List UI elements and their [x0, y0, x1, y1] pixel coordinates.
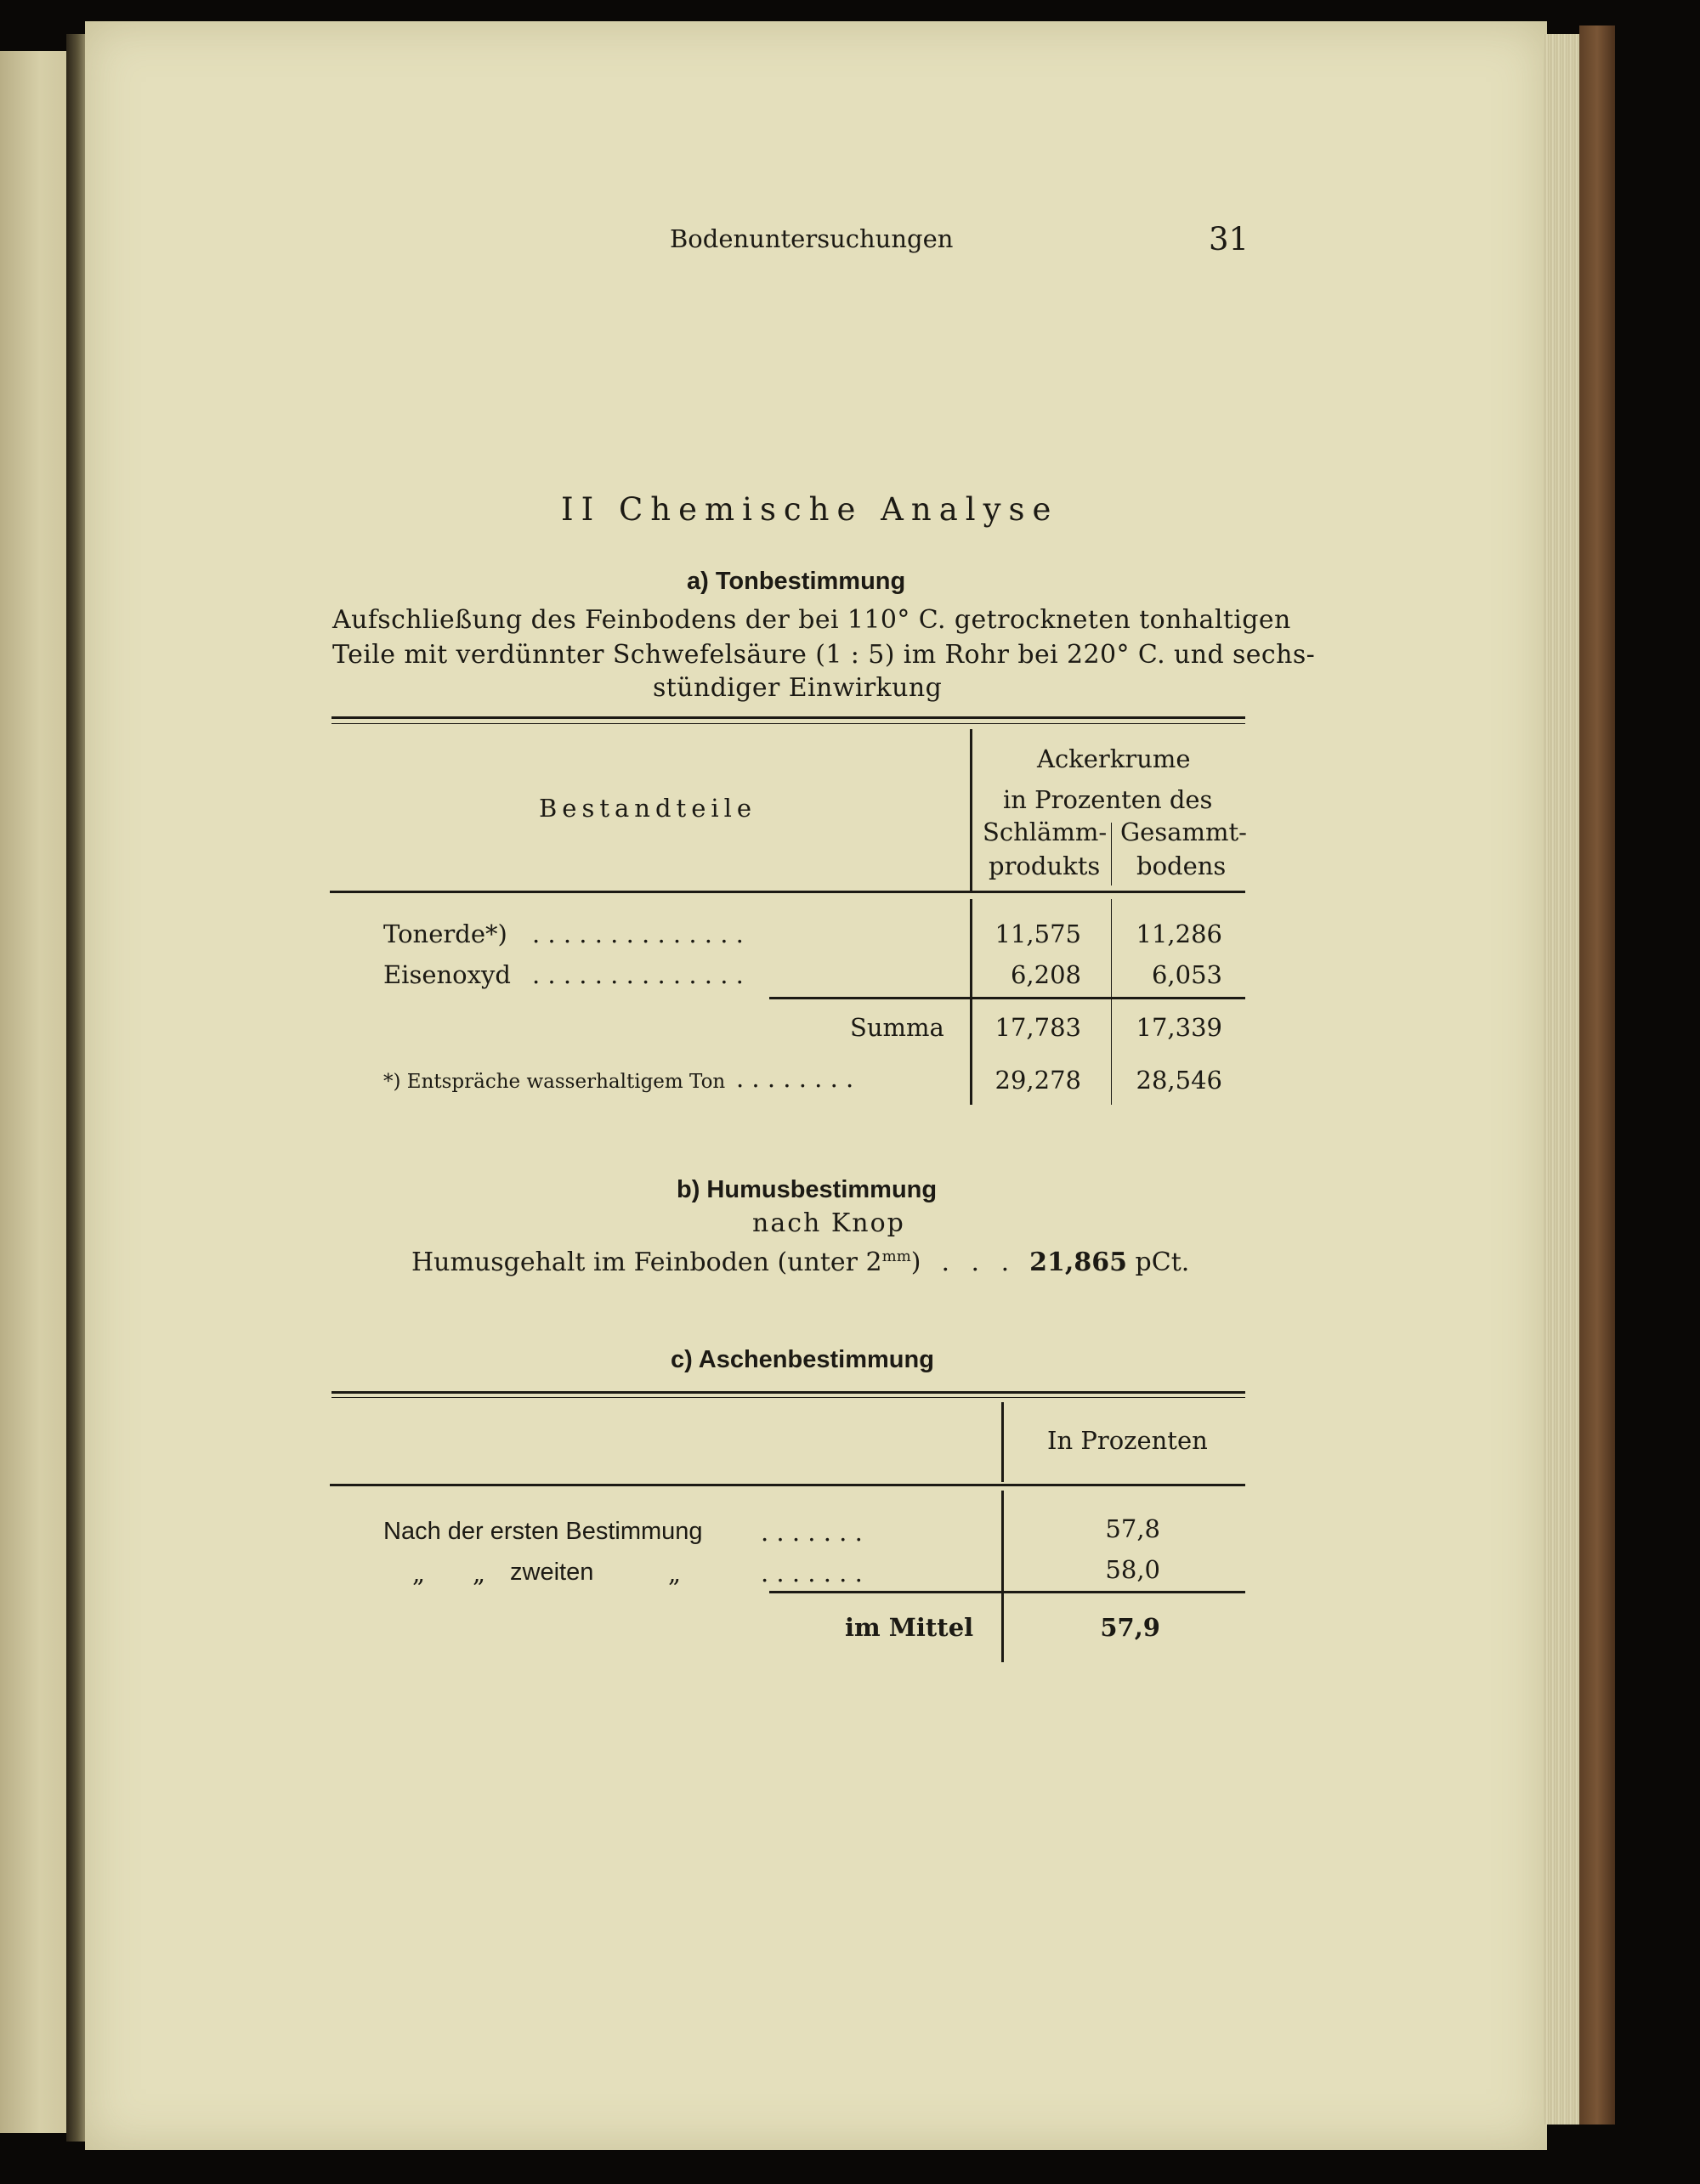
mean-value: 57,9 [1100, 1613, 1160, 1642]
row-label-eisenoxyd: Eisenoxyd [383, 960, 511, 989]
description-line-2: Teile mit verdünnter Schwefelsäure (1 : 5) im Rohr bei 220° C. und sechs- [332, 640, 1316, 670]
table-a-top-rule [332, 716, 1245, 719]
mean-label: im Mittel [845, 1613, 974, 1642]
value-eisenoxyd-gesammt: 6,053 [1151, 960, 1222, 989]
book-cover-edge [1579, 25, 1615, 2125]
table-c-top-rule [332, 1391, 1245, 1394]
running-header: Bodenuntersuchungen [670, 224, 954, 253]
sum-value-gesammt: 17,339 [1136, 1013, 1222, 1042]
sum-rule [769, 997, 1245, 999]
value-eisenoxyd-schlaemm: 6,208 [1010, 960, 1081, 989]
table-a-top-rule-thin [332, 723, 1245, 724]
humus-label: Humusgehalt im Feinboden (unter 2 [411, 1248, 882, 1277]
book-gutter [66, 34, 85, 2142]
table-c-header-rule [330, 1484, 1245, 1486]
heading-tonbestimmung: a) Tonbestimmung [687, 568, 906, 595]
col-header-in-prozenten: In Prozenten [1047, 1426, 1208, 1455]
table-a-header-rule [330, 891, 1245, 893]
col-header-schlaemm-1: Schlämm- [983, 818, 1108, 846]
page-edges [1543, 34, 1581, 2125]
sum-label: Summa [850, 1013, 944, 1042]
row-label-zweiten: zweiten [510, 1559, 594, 1586]
col-group-ackerkrume: Ackerkrume [1037, 744, 1191, 773]
section-title: II Chemische Analyse [561, 491, 1059, 528]
heading-humusbestimmung: b) Humusbestimmung [677, 1176, 938, 1203]
row-dots-eisenoxyd: . . . . . . . . . . . . . . [532, 960, 744, 989]
description-line-1: Aufschließung des Feinbodens der bei 110° C. getrockneten tonhaltigen [332, 605, 1291, 635]
footnote-label: *) Entspräche wasserhaltigem Ton [383, 1071, 726, 1093]
humus-close: ) [910, 1248, 921, 1277]
row-dots-tonerde: . . . . . . . . . . . . . . [532, 919, 744, 948]
table-c-body-divider [1001, 1491, 1004, 1662]
humus-unit: pCt. [1135, 1248, 1190, 1277]
page-number: 31 [1209, 221, 1250, 257]
footnote-value-gesammt: 28,546 [1136, 1066, 1222, 1095]
row-label-tonerde: Tonerde*) [383, 919, 507, 948]
ditto-mark-1: „ [412, 1559, 426, 1587]
row-label-erste-bestimmung: Nach der ersten Bestimmung [383, 1518, 703, 1545]
table-a-body-divider [970, 899, 972, 1105]
ditto-mark-2: „ [473, 1559, 486, 1587]
mean-rule [769, 1591, 1245, 1593]
table-c-top-rule-thin [332, 1397, 1245, 1398]
col-group-sub: in Prozenten des [1003, 785, 1213, 814]
row-dots-erste: . . . . . . . [761, 1518, 863, 1547]
sum-value-schlaemm: 17,783 [994, 1013, 1081, 1042]
humus-unit-sup: mm [881, 1248, 911, 1265]
table-a-body-subdivider [1111, 899, 1112, 1105]
humus-dots: . . . [941, 1248, 1017, 1277]
col-header-gesammt-1: Gesammt- [1120, 818, 1247, 846]
table-a-header-divider [970, 729, 972, 891]
footnote-dots: . . . . . . . . [736, 1064, 854, 1093]
col-header-schlaemm-2: produkts [989, 852, 1101, 880]
subheading-nach-knop: nach Knop [752, 1208, 905, 1238]
ditto-mark-3: „ [668, 1559, 682, 1587]
table-a-subcol-divider [1111, 823, 1112, 885]
humus-value: 21,865 [1029, 1248, 1127, 1277]
humus-line [411, 1248, 1189, 1277]
left-page-edge [0, 51, 66, 2133]
col-header-bestandteile: Bestandteile [539, 794, 757, 823]
row-dots-zweiten: . . . . . . . [761, 1559, 863, 1587]
heading-aschenbestimmung: c) Aschenbestimmung [671, 1346, 934, 1373]
footnote-value-schlaemm: 29,278 [994, 1066, 1081, 1095]
value-erste-bestimmung: 57,8 [1105, 1514, 1160, 1543]
description-line-3: stündiger Einwirkung [653, 673, 943, 703]
col-header-gesammt-2: bodens [1136, 852, 1227, 880]
value-zweite-bestimmung: 58,0 [1105, 1555, 1160, 1584]
table-c-header-divider [1001, 1402, 1004, 1482]
value-tonerde-schlaemm: 11,575 [994, 919, 1081, 948]
value-tonerde-gesammt: 11,286 [1136, 919, 1222, 948]
